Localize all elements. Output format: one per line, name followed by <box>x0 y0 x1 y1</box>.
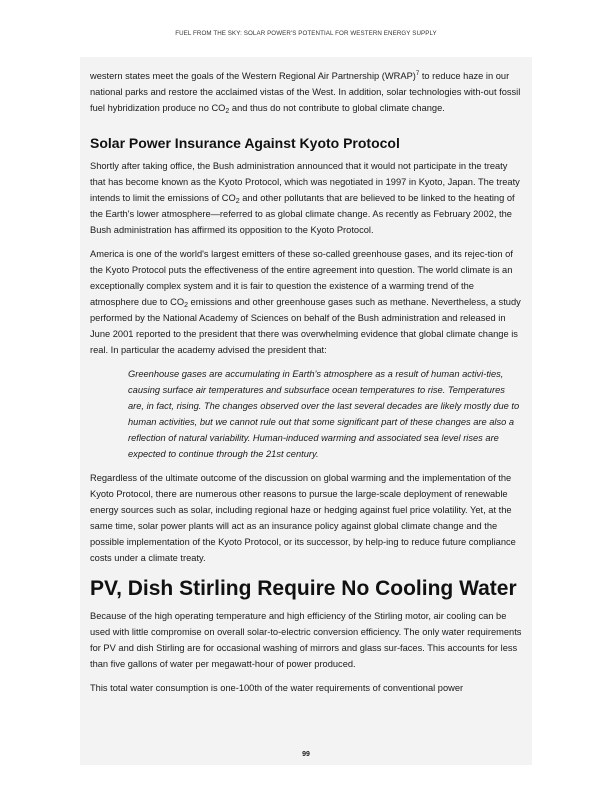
block-quote: Greenhouse gases are accumulating in Earth's atmosphere as a result of human activi-ties, causing surface air temperatures and subsurface ocean temperatures to rise. Temperatures are, in fact, rising. The changes observed over the last several decades are likely mostly due to human activities, but we cannot rule out that some significant part of these changes are also a reflection of natural variability. Human-induced warming and associated sea level rises are expected to continue through the 21st century. <box>128 369 520 459</box>
paragraph: Because of the high operating temperature and high efficiency of the Stirling motor, air cooling can be used with little compromise on overall solar-to-electric conversion efficiency. The only water requirements for PV and dish Stirling are for occasional washing of mirrors and glass sur-faces. This accounts for less than five gallons of water per megawatt-hour of power produced. <box>90 611 522 669</box>
paragraph: America is one of the world's largest emitters of these so-called greenhouse gases, and its rejec-tion of the Kyoto Protocol puts the effectiveness of the entire agreement into question. The world climate is an exceptionally complex system and it is fair to question the existence of a warming trend of the atmosphere due to $CO_2$ emissions and other greenhouse gases such as methane. Nevertheless, a study performed by the National Academy of Sciences on behalf of the Bush administration and released in June 2001 reported to the president that there was overwhelming evidence that global climate change is real. In particular the academy advised the president that: <box>90 249 521 355</box>
footnote-ref: 7 <box>415 71 420 77</box>
paragraph: Shortly after taking office, the Bush administration announced that it would not participate in the treaty that has become known as the Kyoto Protocol, which was negotiated in 1997 in Kyoto, Japan. The treaty intends to limit the emissions of $CO_2$ and other pollutants that are believed to be linked to the heating of the Earth's lower atmosphere—referred to as global climate change. As recently as February 2002, the Bush administration has affirmed its opposition to the Kyoto Protocol. <box>90 161 520 235</box>
section-heading-kyoto: Solar Power Insurance Against Kyoto Protocol <box>90 135 400 151</box>
paragraph: Regardless of the ultimate outcome of the discussion on global warming and the implementation of the Kyoto Protocol, there are numerous other reasons to pursue the large-scale deployment of renewable energy sources such as solar, including regional haze or hedging against fuel price volatility. Yet, at the same time, solar power plants will act as an insurance policy against global climate change and the possible implementation of the Kyoto Protocol, or its successor, by help-ing to reduce future compliance costs under a climate treaty. <box>90 473 516 563</box>
page-number: 99 <box>302 751 310 758</box>
intro-paragraph: western states meet the goals of the Western Regional Air Partnership (WRAP)$^7$ to reduce haze in our national parks and restore the acclaimed vistas of the West. In addition, solar technologies with-out fossil fuel hybridization produce no $CO_2$ and thus do not contribute to global climate change. <box>90 71 521 115</box>
page-content <box>90 68 522 704</box>
section-heading-cooling-water: PV, Dish Stirling Require No Cooling Water <box>90 577 517 600</box>
running-header: FUEL FROM THE SKY: SOLAR POWER'S POTENTIAL FOR WESTERN ENERGY SUPPLY <box>175 30 437 37</box>
paragraph: This total water consumption is one-100th of the water requirements of conventional power <box>90 683 464 693</box>
